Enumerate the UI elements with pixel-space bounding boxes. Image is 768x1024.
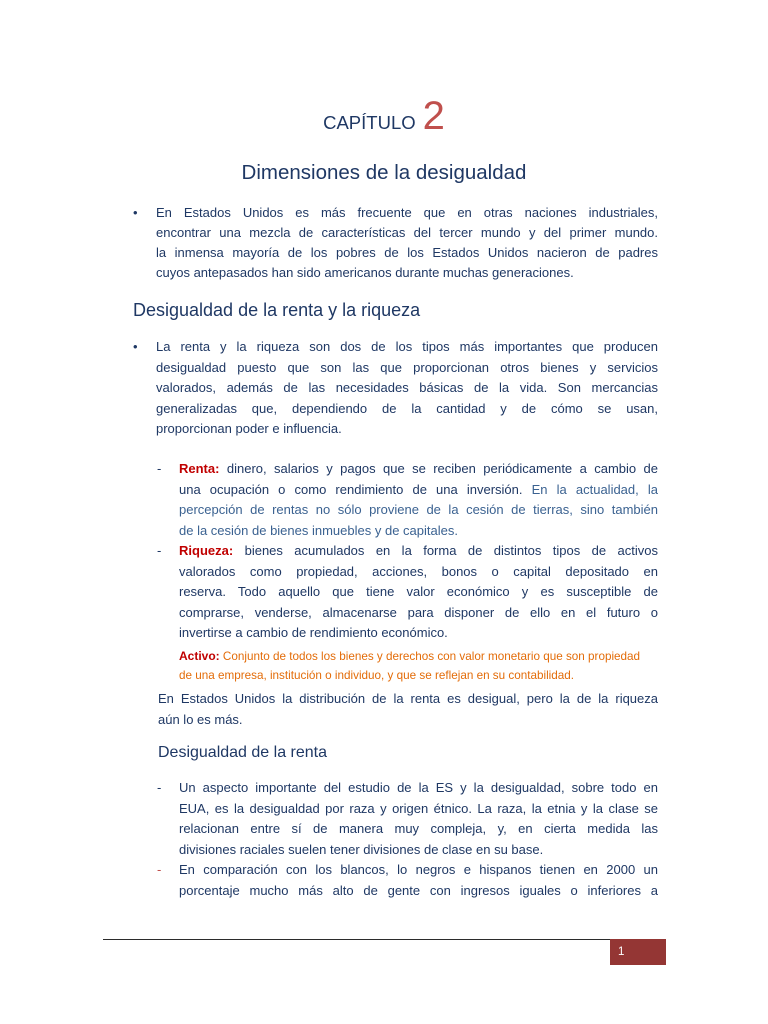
definition-text: bienes acumulados en la forma de distintos tipos de activos — [244, 543, 659, 558]
definition-line — [179, 541, 658, 562]
definition-note: de la cesión de bienes inmuebles y de capitales. — [179, 522, 458, 538]
list-item — [157, 778, 658, 860]
definition-note: En la actualidad, la — [531, 481, 658, 497]
activo-text: Conjunto de todos los bienes y derechos con valor monetario que son propiedad — [222, 650, 641, 663]
definition-text: valorados como propiedad, acciones, bonos o capital depositado en — [179, 563, 658, 579]
bullet-marker: • — [133, 205, 138, 220]
intro-bullet-item — [133, 203, 658, 283]
activo-note — [179, 647, 658, 685]
paragraph-line: desigualdad puesto que son las que proporcionan otros bienes y servicios — [156, 359, 658, 375]
activo-text: de una empresa, institución o individuo, y que se reflejan en su contabilidad. — [179, 669, 575, 682]
section-bullet-item — [133, 337, 658, 440]
paragraph-line: cuyos antepasados han sido americanos durante muchas generaciones. — [156, 265, 574, 280]
dash-marker: - — [157, 862, 162, 877]
dash-marker: - — [157, 543, 162, 558]
dash-marker: - — [157, 461, 162, 476]
definition-term: Renta: — [179, 461, 220, 476]
chapter-number: 2 — [422, 94, 445, 138]
paragraph-line: EUA, es la desigualdad por raza y origen étnico. La raza, la etnia y la clase se — [179, 800, 658, 816]
chapter-label: CAPÍTULO — [323, 112, 416, 133]
definition-text: reserva. Todo aquello que tiene valor económico y es susceptible de — [179, 584, 658, 599]
definition-note: percepción de rentas no sólo proviene de la cesión de tierras, sino también — [179, 502, 658, 517]
paragraph-line: divisiones raciales suelen tener divisiones de clase en su base. — [179, 841, 544, 857]
paragraph-line: Un aspecto importante del estudio de la ES y la desigualdad, sobre todo en — [179, 780, 658, 795]
chapter-heading — [0, 93, 768, 148]
paragraph-line: proporcionan poder e influencia. — [156, 421, 342, 436]
page-number-box — [610, 939, 666, 965]
paragraph-line: generalizadas que, dependiendo de la cantidad y de cómo se usan, — [156, 400, 658, 416]
subsection-heading: Desigualdad de la renta — [158, 744, 328, 761]
paragraph-line: En Estados Unidos es más frecuente que en otras naciones industriales, — [156, 205, 658, 220]
bullet-marker: • — [133, 339, 138, 354]
summary-paragraph — [158, 689, 658, 730]
page-title: Dimensiones de la desigualdad — [241, 161, 527, 184]
paragraph-line: la inmensa mayoría de los pobres de los Estados Unidos nacieron de padres — [156, 245, 658, 260]
definition-riqueza — [157, 541, 659, 644]
paragraph-line: En Estados Unidos la distribución de la renta es desigual, pero la de la riqueza — [158, 691, 658, 706]
definition-text: una ocupación o como rendimiento de una inversión. — [179, 481, 523, 497]
dash-marker: - — [157, 780, 162, 795]
definition-line — [179, 480, 658, 501]
activo-label: Activo: — [179, 649, 220, 663]
definition-line — [179, 459, 658, 480]
definition-text: invertirse a cambio de rendimiento económico. — [179, 625, 448, 640]
definition-text: dinero, salarios y pagos que se reciben periódicamente a cambio de — [226, 461, 658, 476]
list-item — [157, 860, 658, 901]
paragraph-line: valorados, además de las necesidades básicas de la vida. Son mercancias — [156, 380, 658, 395]
definition-renta — [157, 459, 658, 541]
paragraph-line: aún lo es más. — [158, 711, 243, 727]
paragraph-line: En comparación con los blancos, lo negros e hispanos tienen en 2000 un — [179, 862, 658, 877]
footer-rule — [103, 939, 610, 940]
activo-line — [179, 647, 658, 666]
definition-term: Riqueza: — [179, 543, 234, 558]
definition-text: comprarse, venderse, almacenarse para disponer de ello en el futuro o — [179, 604, 658, 620]
paragraph-line: La renta y la riqueza son dos de los tipos más importantes que producen — [156, 339, 658, 354]
page-number: 1 — [618, 946, 625, 958]
paragraph-line: encontrar una mezcla de características del tercer mundo y del primer mundo. — [156, 225, 658, 240]
paragraph-line: porcentaje mucho más alto de gente con ingresos iguales o inferiores a — [179, 882, 658, 898]
section-heading: Desigualdad de la renta y la riqueza — [133, 300, 421, 320]
paragraph-line: relacionan entre sí de manera muy compleja, y, en cierta medida las — [179, 821, 658, 836]
